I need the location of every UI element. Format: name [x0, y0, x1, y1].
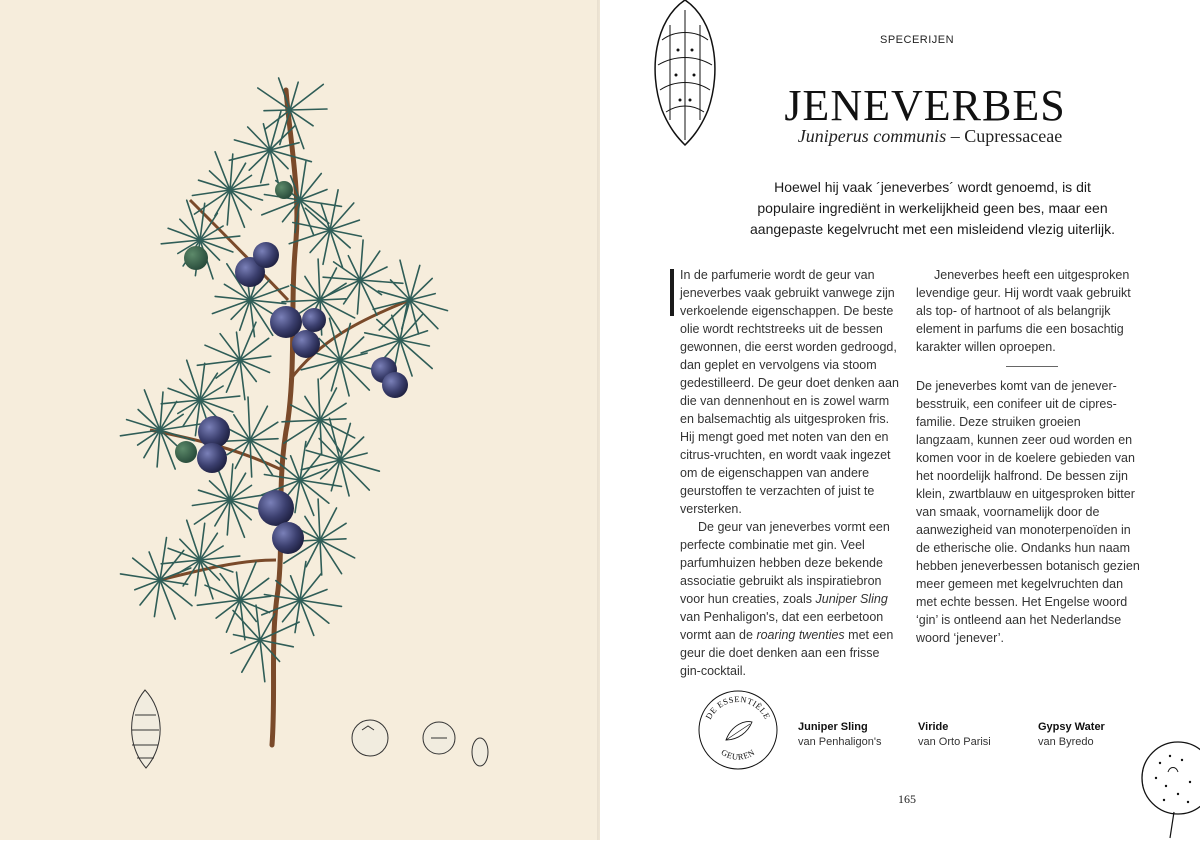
needle — [230, 500, 245, 537]
needle — [360, 240, 363, 280]
scent-item — [918, 720, 991, 750]
essential-scents-badge — [698, 690, 778, 770]
scent-name: Juniper Sling — [798, 721, 868, 733]
needle — [330, 190, 338, 230]
emphasis-text: Juniper Sling — [815, 592, 888, 606]
needle — [256, 605, 260, 640]
needle — [318, 379, 320, 420]
cone-icon — [640, 0, 730, 150]
leaf-icon — [726, 722, 752, 740]
latin-name: Juniperus communis — [797, 126, 947, 146]
family-name: – Cupressaceae — [946, 126, 1063, 146]
needle — [290, 109, 327, 110]
needle — [365, 333, 400, 340]
juniper-branch-illustration — [0, 0, 600, 840]
intro-paragraph: Hoewel hij vaak ´jeneverbes´ wordt genoemd, is dit populaire ingrediënt in werkelijkheid geen bes, maar een aangepaste kegelvrucht met een misleidend vlezig uiterlijk. — [750, 179, 1115, 237]
page-number: 165 — [898, 792, 916, 806]
scent-item — [1038, 720, 1105, 750]
emphasis-text: roaring twenties — [756, 628, 845, 642]
body-paragraph — [680, 518, 902, 680]
needle — [318, 259, 320, 300]
body-text: van Penhaligon's, dat een eerbetoon vormt aan de — [680, 610, 884, 642]
needle — [265, 110, 290, 129]
needle — [320, 299, 346, 300]
needle — [230, 190, 245, 227]
scent-maker: van Byredo — [1038, 736, 1094, 748]
page-subtitle — [740, 126, 1120, 147]
needle — [320, 419, 346, 420]
body-paragraph: De jeneverbes komt van de jenever-besstruik, een conifeer uit de cipres-familie. Deze struiken groeien langzaam, kunnen zeer oud worden en komen voor in de koelere gebieden van het noordelijk halfrond. De bessen zijn klein, zwartblauw en uitgesproken bitter van smaak, voornamelijk door de aanwezigheid van monoterpenoïden in de etherische olie. Ondanks hun naam hebben jeneverbessen botanisch gezien meer gemeen met kegelvruchten dan met echte bessen. Het Engelse woord ‘gin’ is ontleend aan het Nederlandse woord ‘jenever’. — [916, 379, 1140, 645]
needle — [323, 277, 360, 280]
scent-maker: van Orto Parisi — [918, 736, 991, 748]
needle — [320, 540, 322, 575]
needle — [320, 420, 322, 455]
berry-sketch-icon — [1130, 738, 1200, 840]
divider — [1006, 366, 1058, 367]
svg-text:GEUREN — [719, 747, 756, 762]
page-title: JENEVERBES — [784, 81, 1066, 130]
body-paragraph — [680, 266, 902, 518]
badge-bottom-text: GEUREN — [719, 746, 757, 762]
needle — [264, 110, 290, 111]
needle — [360, 280, 403, 283]
body-paragraph: Jeneverbes heeft een uitgesproken levendige geur. Hij wordt vaak gebruikt als top- of hartnoot of als belangrijk element in parfums die een bosachtig karakter willen oproepen. — [916, 268, 1131, 354]
text-column-right — [916, 266, 1140, 647]
needle — [290, 82, 298, 110]
needle — [318, 499, 320, 540]
berry-specimen-drawings — [352, 720, 488, 766]
scent-maker: van Penhaligon's — [798, 736, 882, 748]
body-text: n de parfumerie wordt de geur van jeneverbes vaak gebruikt vanwege zijn verkoelende eigenschappen. De beste olie wordt rechtstreeks uit de bessen gewonnen, die eerst worden gedroogd, dan geplet en vervolgens via stoom gedestilleerd. De geur doet denken aan die van dennenhout en is zowel warm en balsemachtig als uitgesproken fris. Hij mengt goed met noten van den en citrus-vruchten, en wordt vaak ingezet om de eigenschappen van andere geurstoffen te verzachten of juist te versterken. — [680, 268, 899, 516]
dropcap: I — [680, 268, 684, 282]
badge-top-text: DE ESSENTIËLE — [703, 693, 773, 722]
section-label: SPECERIJEN — [880, 34, 955, 46]
text-page — [600, 0, 1200, 840]
needle — [250, 440, 252, 477]
scent-name: Viride — [918, 721, 949, 733]
scent-item — [798, 720, 881, 750]
needle — [357, 280, 360, 314]
needle — [160, 424, 201, 430]
needle — [260, 640, 265, 682]
svg-text:DE ESSENTIËLE — [703, 694, 772, 721]
dropcap-bar — [670, 269, 674, 316]
scent-name: Gypsy Water — [1038, 721, 1105, 733]
needle — [250, 439, 278, 440]
needle — [290, 84, 323, 110]
needle — [194, 500, 230, 524]
cone-specimen-drawing — [132, 690, 161, 768]
illustration-page — [0, 0, 600, 840]
body-text: De geur van jeneverbes vormt een perfecte combinatie met gin. Veel parfumhuizen hebben deze bekende associatie gebruikt als inspiratiebron voor hun creaties, zoals — [680, 520, 890, 606]
needle — [215, 152, 230, 190]
text-column-left — [680, 266, 902, 680]
body-text: met een geur die doet denken aan een frisse gin-cocktail. — [680, 628, 894, 678]
needle — [194, 190, 230, 214]
needle — [248, 397, 250, 440]
needle — [320, 539, 346, 540]
needle — [144, 390, 160, 430]
